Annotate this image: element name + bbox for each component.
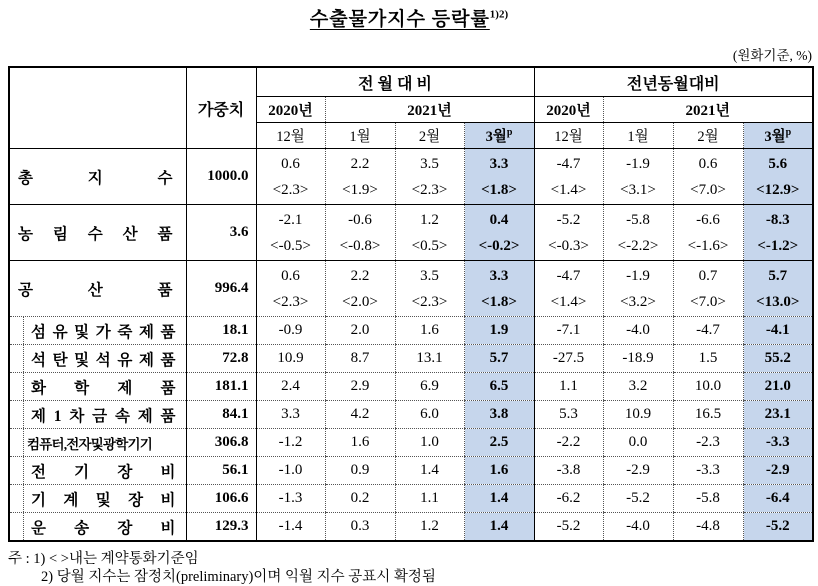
won-basis-value: 1.2 [420,211,439,228]
unit-note: (원화기준, %) [732,48,812,63]
mom-value-cell: 1.6 [464,457,534,485]
yoy-value-cell: -7.1 [534,317,603,345]
row-label: 석 탄 및 석 유 제 품 [9,345,186,373]
weight-value: 181.1 [186,373,256,401]
won-basis-value: 5.7 [768,267,788,284]
contract-currency-value: <-1.2> [757,237,799,254]
yoy-value-cell: 3.2 [603,373,673,401]
mom-value-cell: 3.3 [256,401,325,429]
month-label: 3월 [764,129,786,145]
contract-currency-value: <1.8> [481,293,517,310]
won-basis-value: 5.6 [768,155,788,172]
won-basis-value: 2.2 [350,155,370,172]
yoy-value-cell: -2.9 [743,457,813,485]
won-basis-value: -2.1 [278,211,303,228]
footnotes [8,550,436,586]
page-title-footnote-marker: 1)2) [489,8,509,21]
weight-value: 129.3 [186,513,256,542]
contract-currency-value: <12.9> [756,181,800,198]
mom-value-cell [325,261,395,317]
yoy-value-cell: -4.0 [603,317,673,345]
yoy-value-cell [603,205,673,261]
month-header: 1월 [603,123,673,149]
yoy-value-cell: -5.2 [534,513,603,542]
mom-value-cell [256,149,325,205]
yoy-value-cell: -5.2 [603,485,673,513]
mom-value-cell: 4.2 [325,401,395,429]
yoy-value-cell: -5.2 [743,513,813,542]
contract-currency-value: <13.0> [756,293,800,310]
weight-value: 1000.0 [186,149,256,205]
mom-value-cell: -1.3 [256,485,325,513]
yoy-value-cell: 16.5 [673,401,743,429]
group-header-yoy: 전년동월대비 [534,67,813,97]
footnote-2: 2) 당월 지수는 잠정치(preliminary)이며 익월 지수 공표시 확정됨 [41,569,436,585]
weight-value: 56.1 [186,457,256,485]
mom-value-cell: -1.2 [256,429,325,457]
yoy-value-cell: 10.9 [603,401,673,429]
month-label: 3월 [485,129,507,145]
yoy-value-cell [743,149,813,205]
mom-value-cell: 8.7 [325,345,395,373]
mom-value-cell: 6.5 [464,373,534,401]
won-basis-value: -0.6 [348,211,372,228]
won-basis-value: -5.8 [626,211,650,228]
won-basis-value: -6.6 [696,211,720,228]
won-basis-value: -5.2 [556,211,581,228]
table-row [9,149,813,205]
year-header-2021: 2021년 [325,97,534,123]
yoy-value-cell: -4.8 [673,513,743,542]
table-row [9,457,813,485]
page-title [0,4,818,31]
mom-value-cell [256,261,325,317]
group-header-mom: 전 월 대 비 [256,67,534,97]
mom-value-cell [395,149,464,205]
won-basis-value: 0.6 [281,267,300,284]
contract-currency-value: <-1.6> [687,237,729,254]
table-row [9,317,813,345]
contract-currency-value: <-0.8> [339,237,381,254]
won-basis-value: 0.6 [281,155,300,172]
month-header: 2월 [673,123,743,149]
page-title-text: 수출물가지수 등락률 [309,9,490,30]
contract-currency-value: <2.0> [342,293,378,310]
row-label: 농 림 수 산 품 [9,205,186,261]
weight-value: 84.1 [186,401,256,429]
mom-value-cell [256,205,325,261]
yoy-value-cell: 10.0 [673,373,743,401]
won-basis-value: 3.3 [489,155,509,172]
mom-value-cell: -1.0 [256,457,325,485]
contract-currency-value: <1.4> [550,293,587,310]
contract-currency-value: <2.3> [272,181,309,198]
yoy-value-cell: -2.9 [603,457,673,485]
yoy-value-cell: -6.4 [743,485,813,513]
contract-currency-value: <-2.2> [617,237,659,254]
yoy-value-cell: 21.0 [743,373,813,401]
mom-value-cell: 6.0 [395,401,464,429]
contract-currency-value: <3.2> [620,293,656,310]
mom-value-cell: 3.8 [464,401,534,429]
yoy-value-cell: -4.0 [603,513,673,542]
won-basis-value: 2.2 [350,267,370,284]
table-row [9,485,813,513]
row-label: 섬 유 및 가 죽 제 품 [9,317,186,345]
table-row [9,513,813,542]
mom-value-cell [325,149,395,205]
row-label: 총 지 수 [9,149,186,205]
month-header: 12월 [256,123,325,149]
yoy-value-cell [673,205,743,261]
yoy-value-cell [743,205,813,261]
contract-currency-value: <1.8> [481,181,517,198]
mom-value-cell [325,205,395,261]
mom-value-cell: -0.9 [256,317,325,345]
weight-value: 996.4 [186,261,256,317]
won-basis-value: -1.9 [626,155,650,172]
contract-currency-value: <1.9> [342,181,378,198]
row-label: 전 기 장 비 [9,457,186,485]
mom-value-cell: 1.1 [395,485,464,513]
weight-column-header: 가중치 [186,67,256,149]
mom-value-cell: 0.9 [325,457,395,485]
yoy-value-cell [534,261,603,317]
table-row [9,373,813,401]
preliminary-marker: p [506,127,513,139]
yoy-value-cell [603,149,673,205]
yoy-value-cell [743,261,813,317]
yoy-value-cell: -6.2 [534,485,603,513]
yoy-value-cell [673,149,743,205]
contract-currency-value: <2.3> [272,293,309,310]
weight-value: 106.6 [186,485,256,513]
yoy-value-cell: 55.2 [743,345,813,373]
mom-value-cell [395,205,464,261]
won-basis-value: 0.4 [489,211,509,228]
row-label: 컴퓨터,전자및광학기기 [9,429,186,457]
table-row [9,261,813,317]
mom-value-cell: 6.9 [395,373,464,401]
table-row [9,401,813,429]
contract-currency-value: <3.1> [620,181,656,198]
yoy-value-cell: 1.5 [673,345,743,373]
won-basis-value: -1.9 [626,267,650,284]
row-label: 공 산 품 [9,261,186,317]
mom-value-cell: 5.7 [464,345,534,373]
yoy-value-cell: -2.2 [534,429,603,457]
yoy-value-cell: 23.1 [743,401,813,429]
year-header-2021: 2021년 [603,97,813,123]
contract-currency-value: <-0.3> [548,237,589,254]
year-header-2020: 2020년 [256,97,325,123]
footnote-1: 주 : 1) < >내는 계약통화기준임 [8,551,199,567]
mom-value-cell: 1.6 [395,317,464,345]
row-label: 제 1 차 금 속 제 품 [9,401,186,429]
row-label: 기 계 및 장 비 [9,485,186,513]
yoy-value-cell: -3.3 [743,429,813,457]
yoy-value-cell: -2.3 [673,429,743,457]
yoy-value-cell: -5.8 [673,485,743,513]
yoy-value-cell: -3.8 [534,457,603,485]
mom-value-cell: 2.0 [325,317,395,345]
mom-value-cell [464,261,534,317]
header-row-groups [9,67,813,97]
year-header-2020: 2020년 [534,97,603,123]
won-basis-value: 0.6 [698,155,718,172]
export-price-index-table [8,66,814,542]
mom-value-cell: 1.4 [464,485,534,513]
yoy-value-cell [534,205,603,261]
mom-value-cell: 13.1 [395,345,464,373]
mom-value-cell: 2.4 [256,373,325,401]
contract-currency-value: <7.0> [690,293,726,310]
contract-currency-value: <7.0> [690,181,726,198]
month-header: 12월 [534,123,603,149]
month-header: 1월 [325,123,395,149]
table-row [9,345,813,373]
yoy-value-cell: -4.1 [743,317,813,345]
yoy-value-cell: -27.5 [534,345,603,373]
won-basis-value: 3.5 [420,155,439,172]
mom-value-cell: 1.4 [464,513,534,542]
yoy-value-cell: 5.3 [534,401,603,429]
won-basis-value: 3.5 [420,267,439,284]
month-header-preliminary [464,123,534,149]
contract-currency-value: <2.3> [411,293,448,310]
yoy-value-cell: -18.9 [603,345,673,373]
yoy-value-cell [673,261,743,317]
corner-cell [9,67,186,149]
contract-currency-value: <2.3> [411,181,448,198]
yoy-value-cell: 1.1 [534,373,603,401]
weight-value: 306.8 [186,429,256,457]
yoy-value-cell [603,261,673,317]
contract-currency-value: <-0.2> [478,237,520,254]
mom-value-cell: 2.9 [325,373,395,401]
yoy-value-cell: -3.3 [673,457,743,485]
mom-value-cell [395,261,464,317]
yoy-value-cell: -4.7 [673,317,743,345]
won-basis-value: -8.3 [765,211,790,228]
contract-currency-value: <0.5> [411,237,448,254]
mom-value-cell: -1.4 [256,513,325,542]
row-label: 운 송 장 비 [9,513,186,542]
month-header: 2월 [395,123,464,149]
mom-value-cell: 1.2 [395,513,464,542]
mom-value-cell: 1.0 [395,429,464,457]
mom-value-cell [464,205,534,261]
mom-value-cell: 1.6 [325,429,395,457]
mom-value-cell: 1.9 [464,317,534,345]
table-header [9,67,813,149]
table-body [9,149,813,542]
mom-value-cell: 10.9 [256,345,325,373]
won-basis-value: -4.7 [556,155,581,172]
table-row [9,429,813,457]
weight-value: 72.8 [186,345,256,373]
mom-value-cell: 2.5 [464,429,534,457]
won-basis-value: 0.7 [698,267,718,284]
yoy-value-cell: 0.0 [603,429,673,457]
contract-currency-value: <1.4> [550,181,587,198]
row-label: 화 학 제 품 [9,373,186,401]
mom-value-cell: 0.3 [325,513,395,542]
mom-value-cell: 0.2 [325,485,395,513]
contract-currency-value: <-0.5> [270,237,311,254]
weight-value: 18.1 [186,317,256,345]
preliminary-marker: p [785,127,792,139]
won-basis-value: 3.3 [489,267,509,284]
mom-value-cell [464,149,534,205]
weight-value: 3.6 [186,205,256,261]
won-basis-value: -4.7 [556,267,581,284]
mom-value-cell: 1.4 [395,457,464,485]
yoy-value-cell [534,149,603,205]
month-header-preliminary [743,123,813,149]
table-row [9,205,813,261]
